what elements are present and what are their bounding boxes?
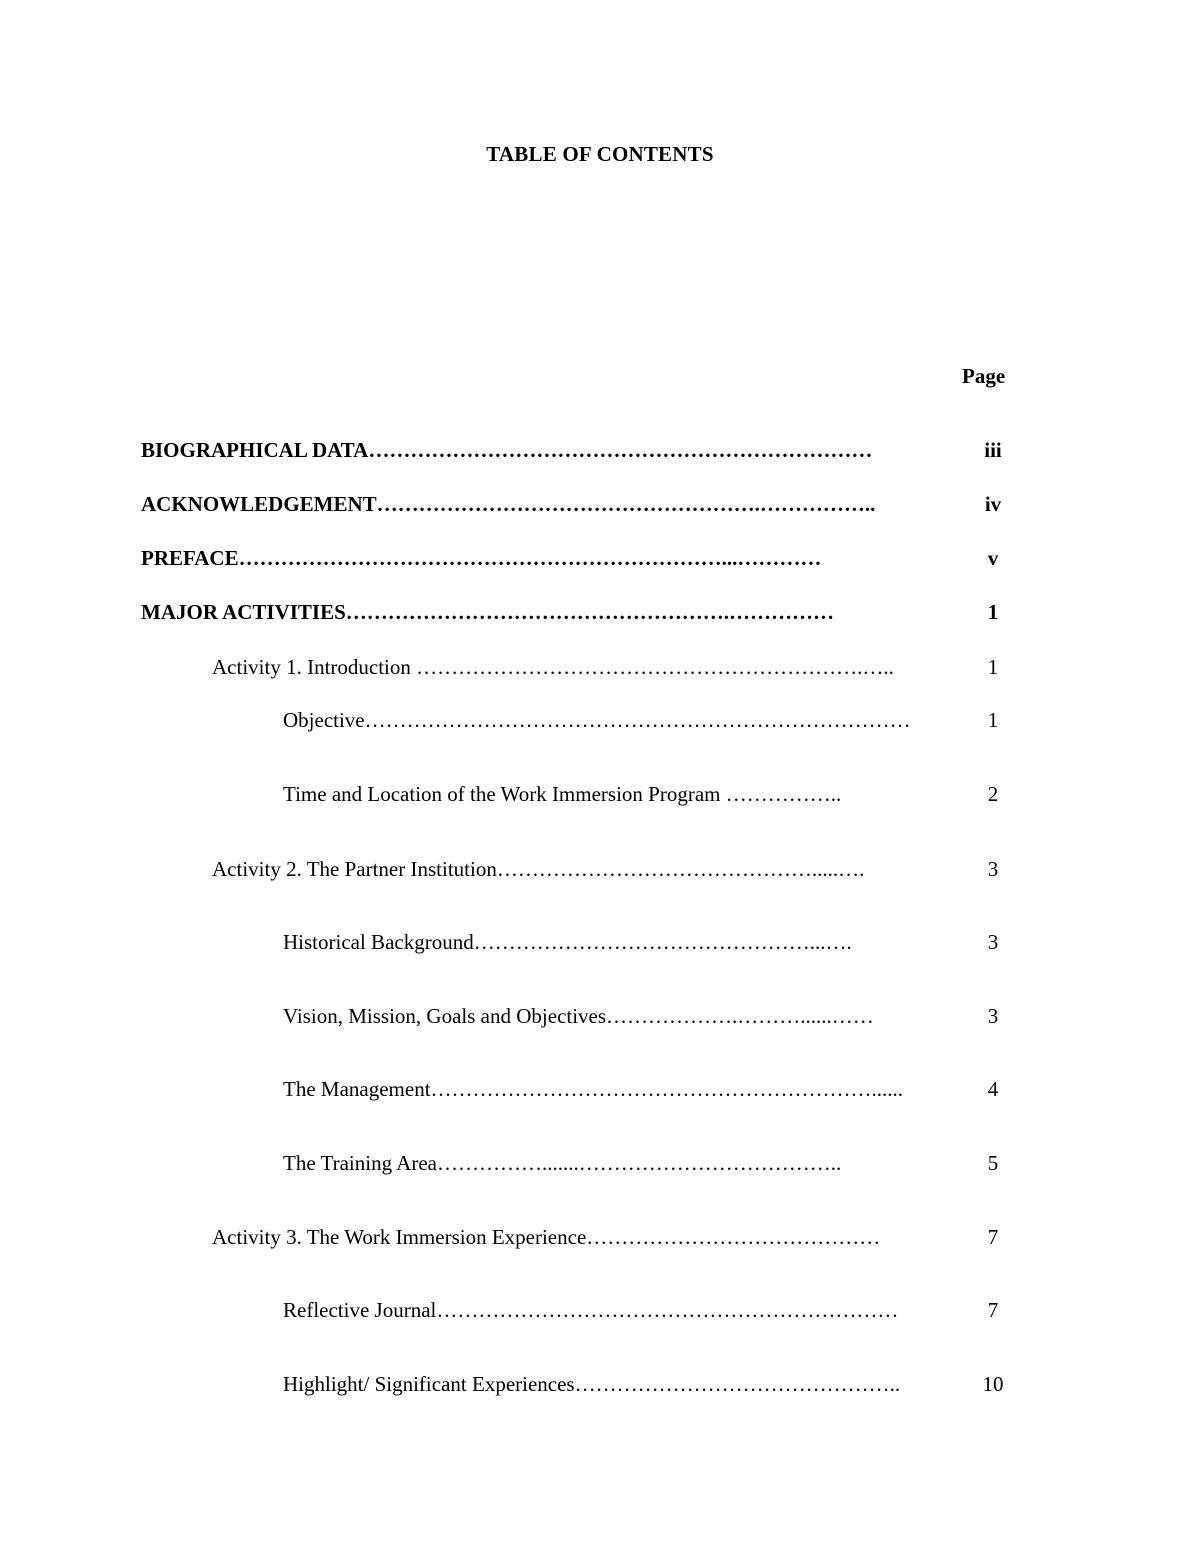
toc-entry-page: 1 [987,708,999,732]
toc-entry-text: Activity 3. The Work Immersion Experience…………………………………… [212,1225,881,1249]
toc-entry-historical-background [0,930,1200,960]
toc-entry-page: iv [984,492,1002,516]
toc-entry-page: 7 [987,1225,999,1249]
toc-entry-page: 10 [982,1372,1004,1396]
toc-entry-page: 2 [987,782,999,806]
toc-entry-text: Activity 2. The Partner Institution……………………………………….....…. [212,857,865,881]
toc-entry-text: Time and Location of the Work Immersion Program …………….. [283,782,842,806]
toc-entry-page: 3 [987,857,999,881]
toc-entry-time-and-location [0,782,1200,812]
toc-entry-preface [0,546,1200,576]
toc-entry-text: PREFACE……………………………………………………………...………… [141,546,822,570]
toc-entry-page: 1 [987,600,999,624]
toc-entry-highlight-experiences [0,1372,1200,1402]
toc-entry-text: The Management………………………………………………………...... [283,1077,904,1101]
toc-entry-page: iii [984,438,1002,462]
toc-entry-page: 3 [987,930,999,954]
toc-entry-reflective-journal [0,1298,1200,1328]
page-column-header: Page [962,364,1006,388]
toc-entry-objective [0,708,1200,738]
toc-entry-text: Objective…………………………………………………………………… [283,708,911,732]
toc-entry-page: 4 [987,1077,999,1101]
toc-entry-text: Highlight/ Significant Experiences……………………………………….. [283,1372,901,1396]
toc-entry-text: Historical Background…………………………………………...…. [283,930,852,954]
toc-entry-activity-3 [0,1225,1200,1255]
toc-entry-acknowledgement [0,492,1200,522]
toc-entry-activity-1 [0,655,1200,685]
toc-entry-page: 1 [987,655,999,679]
toc-entry-page: 7 [987,1298,999,1322]
page-title: TABLE OF CONTENTS [486,142,714,166]
toc-entry-text: Reflective Journal………………………………………………………… [283,1298,899,1322]
toc-entry-vision-mission [0,1004,1200,1034]
toc-entry-text: ACKNOWLEDGEMENT……………………………………………….…………….. [141,492,876,516]
toc-entry-the-management [0,1077,1200,1107]
toc-entry-text: MAJOR ACTIVITIES……………………………………………….…………… [141,600,835,624]
toc-entry-text: BIOGRAPHICAL DATA……………………………………………………………… [141,438,873,462]
toc-entry-major-activities [0,600,1200,630]
toc-entry-training-area [0,1151,1200,1181]
toc-entry-text: The Training Area…………….......……………………………….. [283,1151,842,1175]
toc-entry-page: v [987,546,999,570]
toc-entry-page: 3 [987,1004,999,1028]
toc-entry-activity-2 [0,857,1200,887]
toc-entry-biographical-data [0,438,1200,468]
toc-entry-text: Vision, Mission, Goals and Objectives……………….………......…… [283,1004,874,1028]
toc-entry-text: Activity 1. Introduction ……………………………………………………….….. [212,655,894,679]
toc-entry-page: 5 [987,1151,999,1175]
